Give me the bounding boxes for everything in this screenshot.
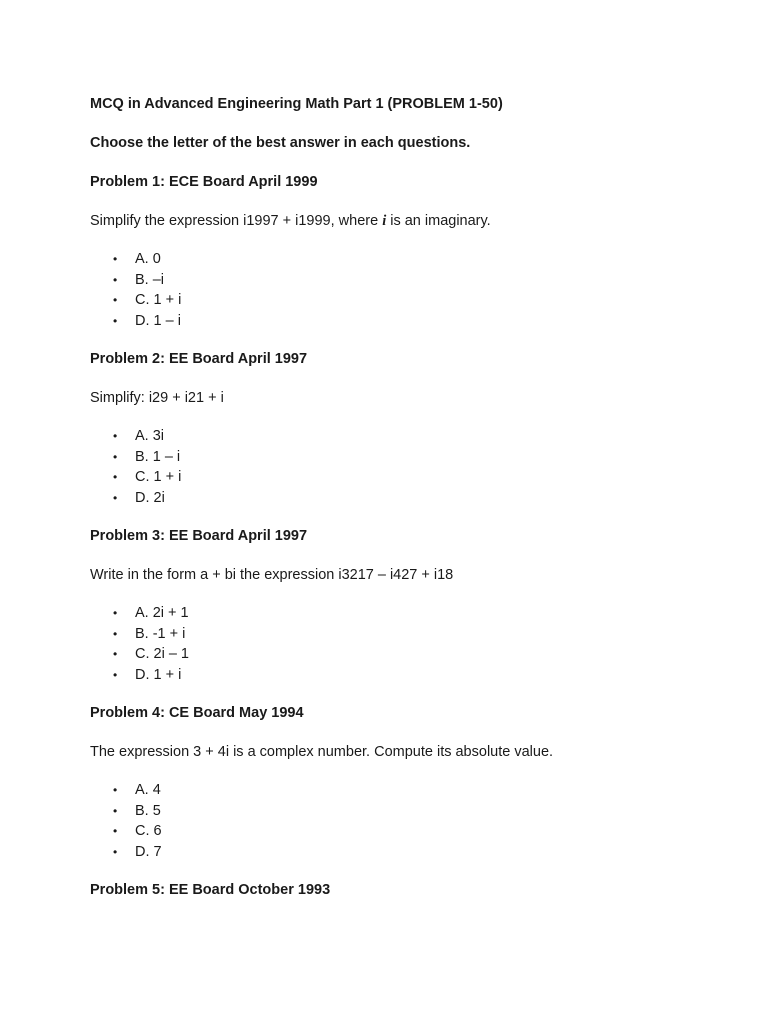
option-label: A. 0	[135, 251, 161, 267]
option-label: A. 4	[135, 782, 161, 798]
option-label: D. 1 + i	[135, 666, 182, 683]
problem-heading: Problem 4: CE Board May 1994	[90, 705, 304, 721]
problem-question	[90, 211, 768, 231]
bullet: •	[113, 252, 118, 266]
answer-option-a	[90, 426, 768, 447]
answer-option-c	[90, 644, 768, 665]
answer-option-d	[90, 488, 768, 509]
answer-option-d	[90, 311, 768, 332]
problem-heading: Problem 1: ECE Board April 1999	[90, 174, 318, 190]
bullet: •	[113, 824, 118, 838]
answer-options	[90, 249, 768, 331]
document-title: MCQ in Advanced Engineering Math Part 1 (PROBLEM 1-50)	[90, 96, 503, 112]
bullet: •	[113, 449, 118, 464]
option-label: A. 2i + 1	[135, 605, 189, 621]
bullet: •	[113, 313, 118, 328]
problem-5	[90, 880, 768, 900]
answer-option-a	[90, 603, 768, 624]
bullet: •	[113, 606, 118, 620]
answer-option-b	[90, 624, 768, 645]
answer-options	[90, 426, 768, 508]
answer-option-a	[90, 780, 768, 801]
problem-question: The expression 3 + 4i is a complex number. Compute its absolute value.	[90, 744, 554, 760]
answer-option-a	[90, 249, 768, 270]
problem-3	[90, 526, 768, 685]
answer-option-b	[90, 447, 768, 468]
answer-option-b	[90, 270, 768, 291]
bullet: •	[113, 293, 118, 307]
problem-heading: Problem 2: EE Board April 1997	[90, 351, 308, 367]
answer-option-c	[90, 821, 768, 842]
answer-option-d	[90, 665, 768, 686]
bullet: •	[113, 429, 118, 443]
bullet: •	[113, 647, 118, 661]
problem-heading: Problem 3: EE Board April 1997	[90, 528, 308, 544]
option-label: D. 1 – i	[135, 312, 181, 329]
option-label: B. 5	[135, 802, 161, 819]
answer-option-d	[90, 842, 768, 863]
answer-options	[90, 780, 768, 862]
problem-question: Simplify: i29 + i21 + i	[90, 390, 224, 406]
option-label: B. –i	[135, 271, 165, 288]
option-label: C. 6	[135, 823, 162, 839]
option-label: B. -1 + i	[135, 625, 186, 642]
imaginary-variable: i	[382, 213, 387, 229]
answer-options	[90, 603, 768, 685]
document-instructions: Choose the letter of the best answer in each questions.	[90, 135, 471, 151]
bullet: •	[113, 490, 118, 505]
problem-4	[90, 703, 768, 862]
question-text-start: Simplify the expression i1997 + i1999, where	[90, 213, 383, 229]
problem-heading: Problem 5: EE Board October 1993	[90, 882, 331, 898]
bullet: •	[113, 667, 118, 682]
problem-question: Write in the form a + bi the expression i3217 – i427 + i18	[90, 567, 454, 583]
problem-2	[90, 349, 768, 508]
option-label: C. 1 + i	[135, 469, 182, 485]
answer-option-b	[90, 801, 768, 822]
option-label: D. 7	[135, 843, 162, 860]
option-label: D. 2i	[135, 489, 165, 506]
answer-option-c	[90, 290, 768, 311]
answer-option-c	[90, 467, 768, 488]
question-text-end: is an imaginary.	[386, 213, 491, 229]
bullet: •	[113, 272, 118, 287]
bullet: •	[113, 470, 118, 484]
option-label: C. 1 + i	[135, 292, 182, 308]
bullet: •	[113, 803, 118, 818]
bullet: •	[113, 844, 118, 859]
bullet: •	[113, 626, 118, 641]
option-label: A. 3i	[135, 428, 165, 444]
problem-1	[90, 172, 768, 331]
bullet: •	[113, 783, 118, 797]
option-label: C. 2i – 1	[135, 646, 189, 662]
option-label: B. 1 – i	[135, 448, 181, 465]
